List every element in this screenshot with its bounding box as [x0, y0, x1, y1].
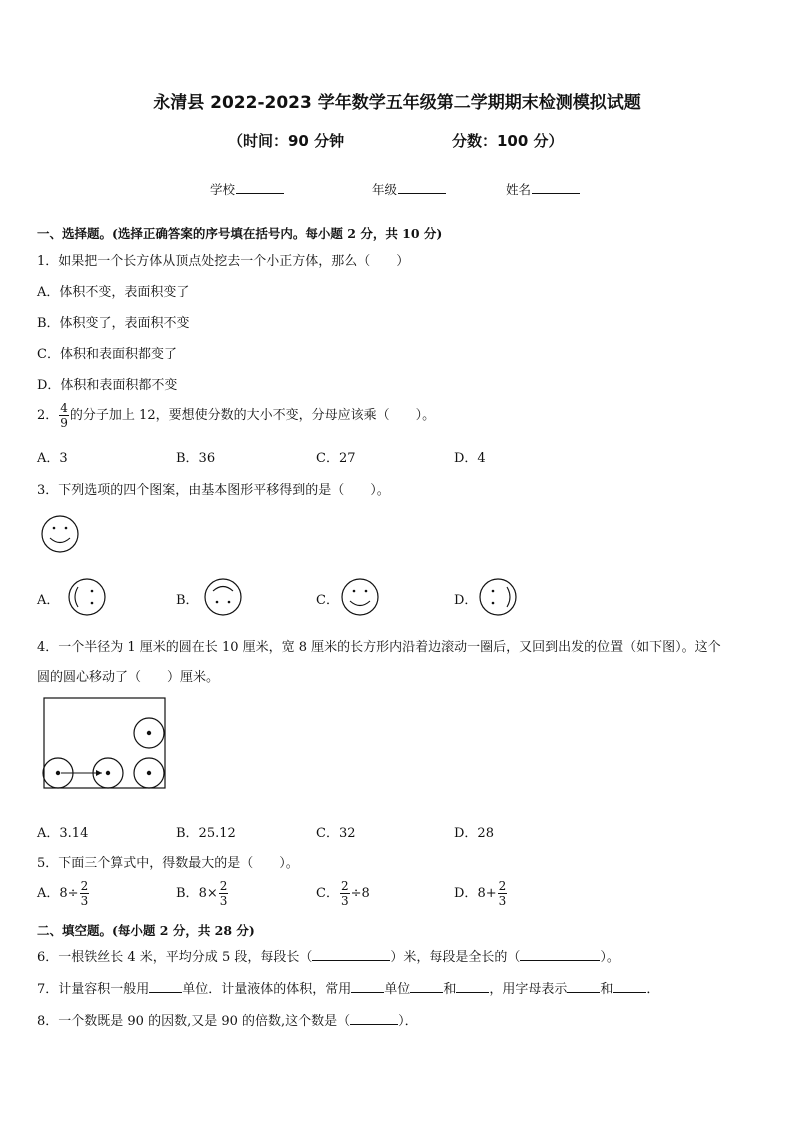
q8-text-b: ）．	[398, 1014, 418, 1029]
q6-text-a: 6．一根铁丝长 4 米，平均分成 5 段，每段长（	[37, 950, 313, 965]
q2-stem	[37, 401, 435, 430]
q7-stem	[37, 978, 659, 997]
q7-text-c: 单位	[384, 982, 411, 997]
q5-option-a-label: A．	[37, 886, 60, 901]
q5-option-c-post: ÷8	[350, 886, 370, 901]
q5-option-a[interactable]	[37, 879, 90, 908]
grade-blank[interactable]	[398, 181, 446, 194]
q7-text-a: 7．计量容积一般用	[37, 982, 150, 997]
q7-text-d: 和	[443, 982, 457, 997]
q5-option-c-denominator: 3	[340, 894, 349, 908]
q7-blank-4[interactable]	[456, 980, 489, 993]
q7-blank-3[interactable]	[410, 980, 443, 993]
q3-option-a-label[interactable]: A．	[37, 593, 60, 608]
exam-score: 分数：100 分）	[452, 132, 564, 150]
q5-option-d-pre: 8+	[477, 886, 497, 901]
q4-option-a[interactable]: A．3.14	[37, 826, 89, 841]
exam-time: （时间：90 分钟	[228, 132, 345, 150]
q1-option-d[interactable]: D．体积和表面积都不变	[37, 378, 178, 393]
school-label: 学校	[210, 182, 236, 197]
q8-text-a: 8．一个数既是 90 的因数,又是 90 的倍数,这个数是（	[37, 1014, 351, 1029]
q1-option-c[interactable]: C．体积和表面积都变了	[37, 347, 177, 362]
name-blank[interactable]	[532, 181, 580, 194]
q5-option-b-denominator: 3	[219, 894, 228, 908]
q5-option-b[interactable]	[176, 879, 229, 908]
school-blank[interactable]	[236, 181, 284, 194]
q5-option-d[interactable]	[454, 879, 508, 908]
q5-option-a-fraction	[80, 879, 90, 908]
q2-option-d[interactable]: D．4	[454, 451, 486, 466]
q4-option-c[interactable]: C．32	[316, 826, 356, 841]
q5-option-a-numerator: 2	[80, 879, 89, 893]
q5-option-b-fraction	[219, 879, 229, 908]
q4-option-b[interactable]: B．25.12	[176, 826, 236, 841]
q6-text-c: ）。	[600, 950, 620, 965]
q3-option-d-figure[interactable]	[478, 577, 520, 617]
q7-text-g: ．	[646, 982, 660, 997]
section2-heading: 二、填空题。(每小题 2 分，共 28 分)	[37, 923, 255, 938]
q1-stem: 1．如果把一个长方体从顶点处挖去一个小正方体，那么（ ）	[37, 254, 410, 269]
q2-option-b[interactable]: B．36	[176, 451, 216, 466]
q2-fraction-numerator: 4	[60, 401, 68, 415]
q5-option-d-label: D．	[454, 886, 478, 901]
q5-option-b-label: B．	[176, 886, 199, 901]
q7-blank-2[interactable]	[351, 980, 384, 993]
page-title: 永清县 2022-2023 学年数学五年级第二学期期末检测模拟试题	[153, 93, 641, 113]
q4-option-d[interactable]: D．28	[454, 826, 494, 841]
q6-stem	[37, 946, 620, 965]
q3-stem: 3．下列选项的四个图案，由基本图形平移得到的是（ ）。	[37, 483, 390, 498]
q7-text-b: 单位．计量液体的体积，常用	[182, 982, 352, 997]
q3-option-b-label[interactable]: B．	[176, 593, 199, 608]
q2-fraction	[59, 401, 69, 430]
section1-heading: 一、选择题。(选择正确答案的序号填在括号内。每小题 2 分，共 10 分)	[37, 226, 443, 241]
q7-text-e: ，用字母表示	[489, 982, 568, 997]
q6-text-b: ）米，每段是全长的（	[390, 950, 521, 965]
q8-stem	[37, 1010, 418, 1029]
grade-field	[372, 180, 446, 198]
q5-option-b-numerator: 2	[219, 879, 228, 893]
q5-option-a-pre: 8÷	[59, 886, 79, 901]
name-label: 姓名	[506, 182, 532, 197]
q3-option-c-label[interactable]: C．	[316, 593, 339, 608]
q3-option-a-figure[interactable]	[67, 577, 109, 617]
q7-blank-5[interactable]	[567, 980, 600, 993]
name-field	[506, 180, 580, 198]
q3-base-smiley-figure	[40, 514, 82, 554]
q1-option-b[interactable]: B．体积变了，表面积不变	[37, 316, 190, 331]
q5-option-c-label: C．	[316, 886, 339, 901]
q5-option-a-denominator: 3	[80, 894, 89, 908]
q7-text-f: 和	[600, 982, 614, 997]
q2-stem-text: 的分子加上 12，要想使分数的大小不变，分母应该乘（ ）。	[69, 408, 436, 423]
q5-option-c-numerator: 2	[340, 879, 349, 893]
q5-option-c[interactable]	[316, 879, 370, 908]
q2-option-c[interactable]: C．27	[316, 451, 356, 466]
q5-option-d-numerator: 2	[498, 879, 507, 893]
school-field	[210, 180, 284, 198]
q7-blank-6[interactable]	[613, 980, 646, 993]
q1-option-a[interactable]: A．体积不变，表面积变了	[37, 285, 190, 300]
q4-rolling-circle-diagram	[40, 696, 170, 792]
q7-blank-1[interactable]	[149, 980, 182, 993]
q5-option-b-pre: 8×	[198, 886, 218, 901]
q6-blank-2[interactable]	[520, 948, 600, 961]
q3-option-c-figure[interactable]	[340, 577, 382, 617]
q8-blank[interactable]	[350, 1012, 398, 1025]
q2-number: 2．	[37, 408, 59, 423]
q3-option-d-label[interactable]: D．	[454, 593, 478, 608]
q2-fraction-denominator: 9	[60, 416, 68, 430]
q5-option-d-fraction	[498, 879, 508, 908]
q4-stem-line2: 圆的圆心移动了（ ）厘米。	[37, 670, 220, 685]
q5-option-d-denominator: 3	[498, 894, 507, 908]
q3-option-b-figure[interactable]	[203, 577, 245, 617]
q5-stem: 5．下面三个算式中，得数最大的是（ ）。	[37, 856, 299, 871]
q2-option-a[interactable]: A．3	[37, 451, 68, 466]
q6-blank-1[interactable]	[312, 948, 390, 961]
grade-label: 年级	[372, 182, 398, 197]
q4-stem-line1: 4．一个半径为 1 厘米的圆在长 10 厘米，宽 8 厘米的长方形内沿着边滚动一圈后，又回到出发的位置（如下图）。这个	[37, 640, 721, 655]
q5-option-c-fraction	[340, 879, 350, 908]
